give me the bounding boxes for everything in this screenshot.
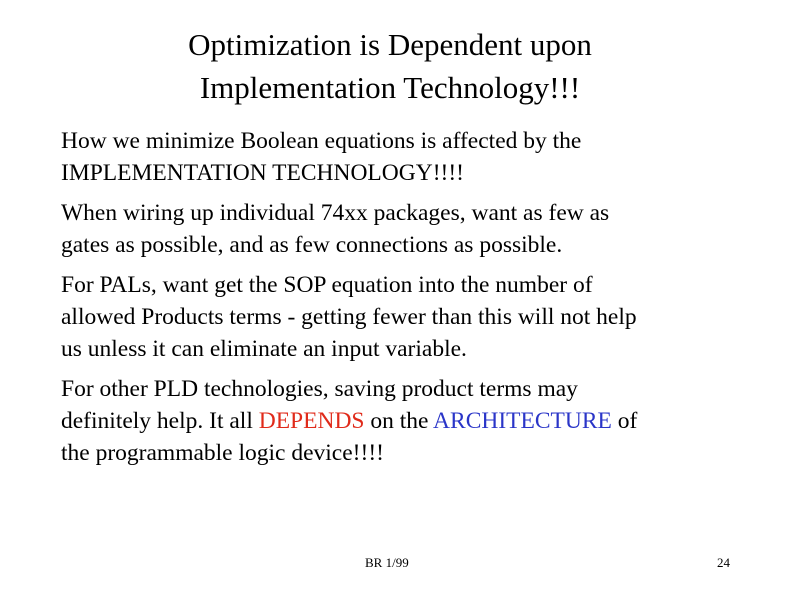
paragraph-line: For PALs, want get the SOP equation into the number of [61, 272, 593, 298]
paragraph-pals [61, 269, 761, 365]
paragraph-other-pld [61, 373, 761, 469]
slide-title-line-2: Implementation Technology!!! [199, 70, 581, 105]
text-run: on the [364, 408, 434, 434]
slide-title-line-1: Optimization is Dependent upon [188, 27, 592, 62]
text-run: definitely help. It all [61, 408, 259, 434]
slide-title [90, 23, 690, 109]
paragraph-boolean-minimization [61, 125, 761, 189]
paragraph-line-highlighted [61, 405, 761, 437]
footer-page-number: 24 [717, 555, 730, 570]
paragraph-line: IMPLEMENTATION TECHNOLOGY!!!! [61, 160, 464, 186]
paragraph-line: When wiring up individual 74xx packages, want as few as [61, 200, 610, 226]
paragraph-line: us unless it can eliminate an input variable. [61, 336, 467, 362]
highlight-architecture: ARCHITECTURE [433, 408, 612, 434]
paragraph-line: gates as possible, and as few connections as possible. [61, 232, 563, 258]
paragraph-line: the programmable logic device!!!! [61, 440, 384, 466]
slide-body [61, 125, 761, 477]
paragraph-line: For other PLD technologies, saving product terms may [61, 376, 578, 402]
footer-author-date: BR 1/99 [365, 555, 409, 570]
paragraph-line: How we minimize Boolean equations is affected by the [61, 128, 582, 154]
paragraph-74xx-packages [61, 197, 761, 261]
highlight-depends: DEPENDS [258, 408, 365, 434]
text-run: of [611, 408, 638, 434]
paragraph-line: allowed Products terms - getting fewer than this will not help [61, 304, 637, 330]
